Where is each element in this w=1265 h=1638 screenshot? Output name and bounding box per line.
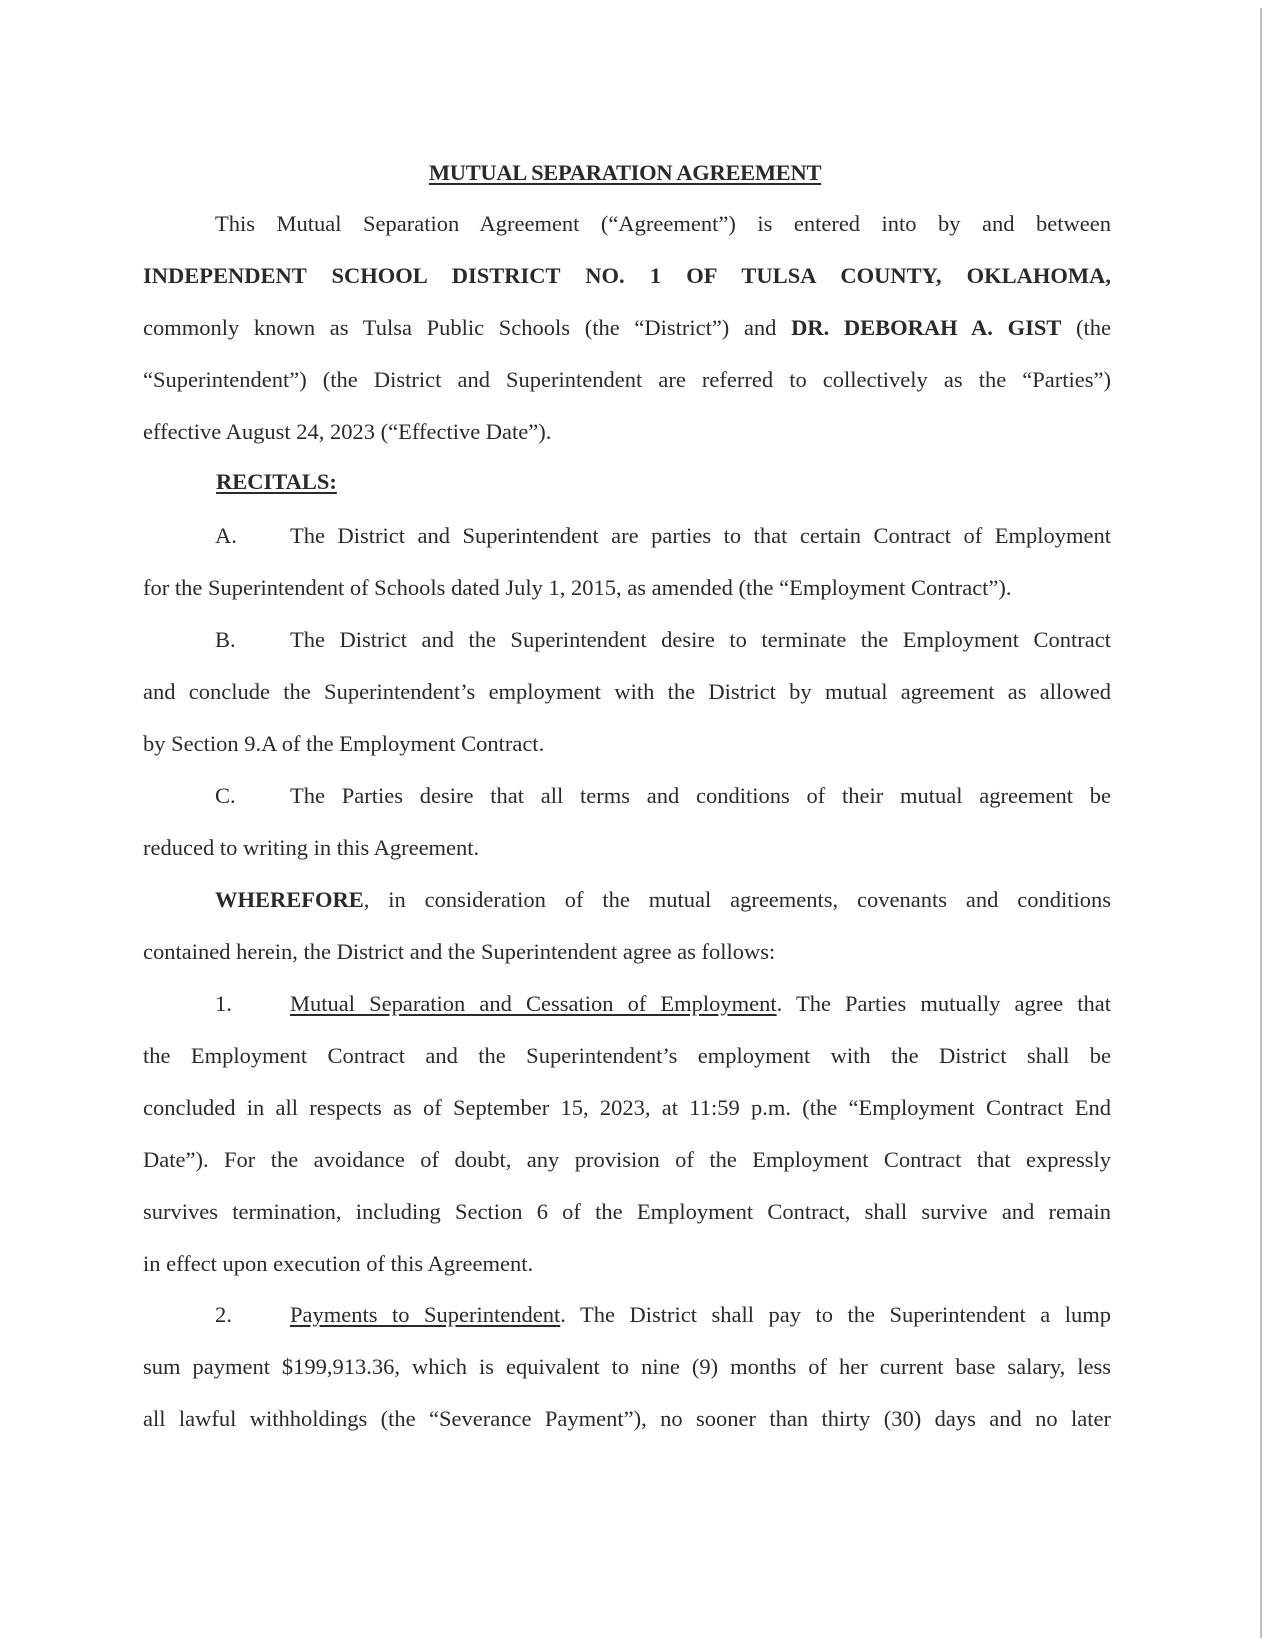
recital-a-line-1: A. The District and Superintendent are parties to that certain Contract of Employment: [143, 521, 1111, 551]
recital-a-line-2: for the Superintendent of Schools dated July 1, 2015, as amended (the “Employment Contract”).: [143, 575, 1012, 600]
section-1-line-6: in effect upon execution of this Agreement.: [143, 1251, 534, 1276]
intro-party-superintendent: DR. DEBORAH A. GIST: [791, 315, 1062, 340]
recital-c-line-1: C. The Parties desire that all terms and conditions of their mutual agreement be: [143, 781, 1111, 811]
section-number: 1.: [215, 991, 232, 1016]
section-1-line-5: survives termination, including Section 6 of the Employment Contract, shall survive and remain: [143, 1199, 1111, 1224]
wherefore-line-1: WHEREFORE, in consideration of the mutual agreements, covenants and conditions: [215, 887, 1111, 912]
section-2-line-2: sum payment $199,913.36, which is equivalent to nine (9) months of her current base salary, less: [143, 1354, 1111, 1379]
recital-label: A.: [215, 523, 237, 548]
intro-line-3: commonly known as Tulsa Public Schools (the “District”) and DR. DEBORAH A. GIST (the: [143, 315, 1111, 340]
section-number: 2.: [215, 1302, 232, 1327]
recital-b-line-1: B. The District and the Superintendent desire to terminate the Employment Contract: [143, 625, 1111, 655]
section-1-line-1: 1. Mutual Separation and Cessation of Employment. The Parties mutually agree that: [143, 989, 1111, 1019]
recital-b-line-3: by Section 9.A of the Employment Contract.: [143, 731, 545, 756]
wherefore-keyword: WHEREFORE: [215, 887, 364, 912]
wherefore-line-2: contained herein, the District and the Superintendent agree as follows:: [143, 939, 776, 964]
recital-label: C.: [215, 783, 236, 808]
recital-label: B.: [215, 627, 236, 652]
recital-b-line-2: and conclude the Superintendent’s employment with the District by mutual agreement as allowed: [143, 679, 1111, 704]
page-edge-divider: [1260, 8, 1262, 1638]
section-2-heading: Payments to Superintendent: [290, 1302, 561, 1327]
intro-line-5: effective August 24, 2023 (“Effective Date”).: [143, 419, 552, 444]
section-1-line-4: Date”). For the avoidance of doubt, any provision of the Employment Contract that expressly: [143, 1147, 1111, 1172]
section-2-line-1: 2. Payments to Superintendent. The District shall pay to the Superintendent a lump: [143, 1300, 1111, 1330]
recitals-heading: RECITALS:: [216, 469, 337, 494]
section-1-line-3: concluded in all respects as of September 15, 2023, at 11:59 p.m. (the “Employment Contract End: [143, 1095, 1111, 1120]
section-1-heading: Mutual Separation and Cessation of Employment: [290, 991, 777, 1016]
recital-c-line-2: reduced to writing in this Agreement.: [143, 835, 480, 860]
intro-line-4: “Superintendent”) (the District and Superintendent are referred to collectively as the “Parties”): [143, 367, 1111, 392]
intro-line-1: This Mutual Separation Agreement (“Agreement”) is entered into by and between: [215, 211, 1111, 236]
intro-party-district: INDEPENDENT SCHOOL DISTRICT NO. 1 OF TULSA COUNTY, OKLAHOMA,: [143, 263, 1111, 288]
document-title: MUTUAL SEPARATION AGREEMENT: [428, 160, 822, 185]
section-1-line-2: the Employment Contract and the Superintendent’s employment with the District shall be: [143, 1043, 1111, 1068]
section-2-line-3: all lawful withholdings (the “Severance Payment”), no sooner than thirty (30) days and no later: [143, 1406, 1111, 1431]
